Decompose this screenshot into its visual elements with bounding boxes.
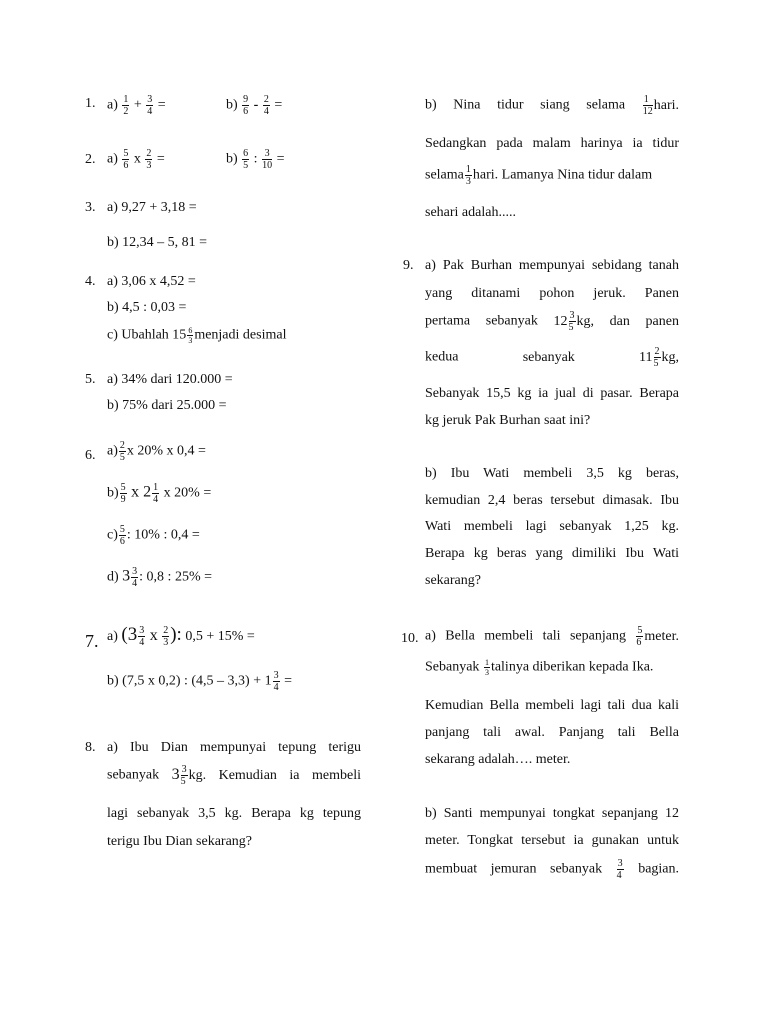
q8-line-3: lagi sebanyak 3,5 kg. Berapa kg tepung: [107, 806, 361, 821]
q8b-line-3: selama $\frac{1}{3}$ hari. Lamanya Nina tidur dalam: [425, 164, 653, 187]
question-1: [85, 96, 96, 112]
q9-line-5: Sebanyak 15,5 kg ia jual di pasar. Berapa: [425, 386, 679, 401]
question-number: 2.: [85, 152, 96, 167]
q7-part-a: a) (3 $\frac{3}{4}$ x $\frac{2}{3}$ ): 0,5 + 15% =: [107, 624, 255, 649]
fraction: $\frac{1}{3}$: [484, 658, 489, 677]
q2-part-a: a) $\frac{5}{6}$ x $\frac{2}{3}$ =: [107, 148, 165, 171]
fraction: $\frac{5}{6}$: [119, 524, 125, 547]
q8-line-1: a) Ibu Dian mempunyai tepung terigu: [107, 740, 361, 755]
q10-line-1: a) Bella membeli tali sepanjang $\frac{5}{6}$ meter.: [425, 625, 679, 648]
question-8-number: 8.: [85, 740, 96, 755]
fraction: $\frac{9}{6}$: [243, 94, 249, 117]
fraction: $\frac{5}{9}$: [120, 482, 126, 505]
fraction: $\frac{1}{4}$: [153, 482, 159, 505]
q10-line-3: Kemudian Bella membeli lagi tali dua kali: [425, 698, 679, 713]
fraction: $\frac{3}{10}$: [262, 148, 273, 171]
q10-line-5: sekarang adalah…. meter.: [425, 752, 571, 767]
q3-part-b: b) 12,34 – 5, 81 =: [107, 235, 208, 250]
fraction: $\frac{3}{5}$: [568, 310, 575, 333]
fraction: $\frac{3}{4}$: [273, 670, 279, 693]
q8b-line-2: Sedangkan pada malam harinya ia tidur: [425, 136, 679, 151]
q8b-line-4: sehari adalah.....: [425, 205, 516, 220]
q9b-line-4: Berapa kg beras yang dimiliki Ibu Wati: [425, 546, 679, 561]
q6-part-d: d) 3 $\frac{3}{4}$ : 0,8 : 25% =: [107, 566, 213, 589]
q3-part-a: a) 9,27 + 3,18 =: [107, 200, 197, 215]
q10b-line-3: membuat jemuran sebanyak $\frac{3}{4}$ bagian.: [425, 858, 680, 881]
q2-part-b: b) $\frac{6}{5}$ : $\frac{3}{10}$ =: [226, 148, 285, 171]
q8b-line-1: b) Nina tidur siang selama $\frac{1}{12}$ hari.: [425, 94, 680, 117]
question-4-number: 4.: [85, 274, 96, 289]
fraction: $\frac{3}{4}$: [616, 858, 623, 881]
q9-line-4: kedua sebanyak 11 $\frac{2}{5}$ kg,: [425, 346, 679, 369]
question-9-number: 9.: [403, 258, 414, 273]
q5-part-a: a) 34% dari 120.000 =: [107, 372, 233, 387]
fraction: $\frac{5}{6}$: [636, 625, 643, 648]
question-2: [85, 152, 96, 168]
fraction: $\frac{3}{4}$: [147, 94, 153, 117]
fraction: $\frac{3}{4}$: [132, 566, 138, 589]
q5-part-b: b) 75% dari 25.000 =: [107, 398, 227, 413]
fraction: $\frac{6}{5}$: [243, 148, 249, 171]
fraction: $\frac{2}{5}$: [119, 440, 125, 463]
question-7-number: 7.: [85, 631, 99, 651]
q10-line-4: panjang tali awal. Panjang tali Bella: [425, 725, 679, 740]
q9-line-6: kg jeruk Pak Burhan saat ini?: [425, 413, 591, 428]
q4-part-b: b) 4,5 : 0,03 =: [107, 300, 187, 315]
fraction: $\frac{6}{3}$: [188, 326, 193, 345]
q9b-line-5: sekarang?: [425, 573, 481, 588]
fraction: $\frac{3}{5}$: [180, 764, 187, 787]
q9b-line-2: kemudian 2,4 beras tersebut dimasak. Ibu: [425, 493, 679, 508]
q9-line-2: yang ditanami pohon jeruk. Panen: [425, 286, 679, 301]
fraction: $\frac{1}{12}$: [642, 94, 653, 117]
question-6-number: 6.: [85, 448, 96, 463]
fraction: $\frac{1}{2}$: [123, 94, 129, 117]
fraction: $\frac{2}{3}$: [163, 625, 169, 649]
q6-part-a: a) $\frac{2}{5}$ x 20% x 0,4 =: [107, 440, 206, 463]
fraction: $\frac{2}{3}$: [146, 148, 152, 171]
q6-part-b: b) $\frac{5}{9}$ x 2 $\frac{1}{4}$ x 20% =: [107, 482, 212, 505]
fraction: $\frac{3}{4}$: [139, 625, 145, 649]
q1-part-a: a) $\frac{1}{2}$ + $\frac{3}{4}$ =: [107, 94, 166, 117]
q7-part-b: b) (7,5 x 0,2) : (4,5 – 3,3) + 1 $\frac{3}{4}$ =: [107, 670, 293, 693]
fraction: $\frac{1}{3}$: [465, 164, 471, 187]
q9-line-3: pertama sebanyak 12 $\frac{3}{5}$ kg, dan panen: [425, 310, 679, 333]
question-number: 1.: [85, 96, 96, 111]
q4-part-c: c) Ubahlah 15 $\frac{6}{3}$ menjadi desimal: [107, 326, 287, 345]
q9b-line-1: b) Ibu Wati membeli 3,5 kg beras,: [425, 466, 679, 481]
q6-part-c: c) $\frac{5}{6}$ : 10% : 0,4 =: [107, 524, 200, 547]
fraction: $\frac{2}{4}$: [263, 94, 269, 117]
q1-part-b: b) $\frac{9}{6}$ - $\frac{2}{4}$ =: [226, 94, 283, 117]
q10b-line-2: meter. Tongkat tersebut ia gunakan untuk: [425, 833, 679, 848]
q10-line-2: Sebanyak $\frac{1}{3}$ talinya diberikan kepada Ika.: [425, 658, 654, 677]
fraction: $\frac{2}{5}$: [653, 346, 660, 369]
question-5-number: 5.: [85, 372, 96, 387]
q9-line-1: a) Pak Burhan mempunyai sebidang tanah: [425, 258, 679, 273]
q8-line-2: sebanyak 3 $\frac{3}{5}$ kg. Kemudian ia membeli: [107, 764, 361, 787]
q4-part-a: a) 3,06 x 4,52 =: [107, 274, 196, 289]
q9b-line-3: Wati membeli lagi sebanyak 1,25 kg.: [425, 519, 679, 534]
question-3-number: 3.: [85, 200, 96, 215]
question-10-number: 10.: [401, 631, 419, 646]
q8-line-4: terigu Ibu Dian sekarang?: [107, 834, 252, 849]
q10b-line-1: b) Santi mempunyai tongkat sepanjang 12: [425, 806, 679, 821]
fraction: $\frac{5}{6}$: [123, 148, 129, 171]
